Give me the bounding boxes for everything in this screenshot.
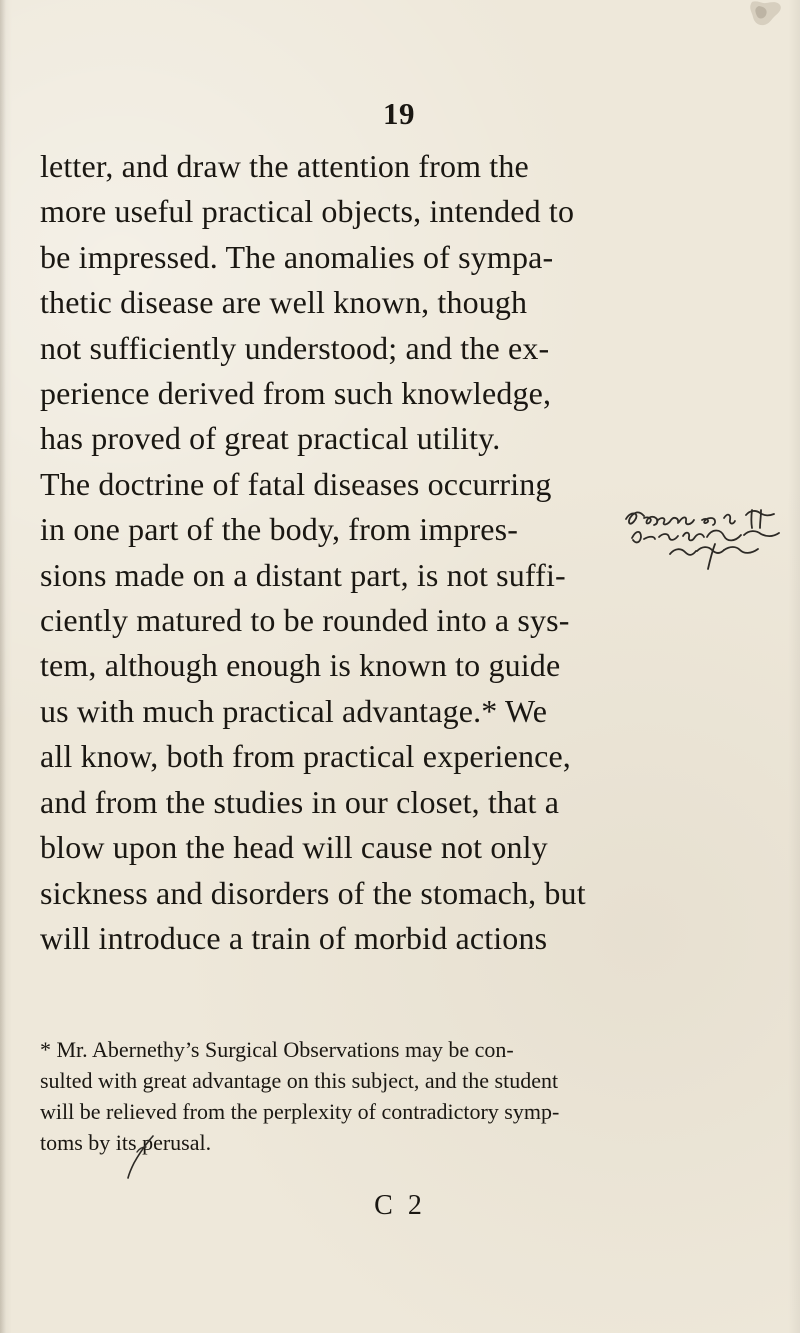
body-line: The doctrine of fatal diseases occurring	[40, 465, 552, 502]
body-line: in one part of the body, from impres-	[40, 511, 519, 548]
body-line: sickness and disorders of the stomach, but	[40, 874, 586, 911]
body-line: blow upon the head will cause not only	[40, 829, 548, 866]
handwritten-marginal-note-icon	[620, 508, 795, 574]
body-line: more useful practical objects, intended to	[40, 193, 575, 230]
body-line: letter, and draw the attention from the	[40, 148, 529, 184]
body-line: all know, both from practical experience,	[40, 738, 571, 775]
page-number: 19	[383, 96, 415, 131]
footnote-line: sulted with great advantage on this subject, and the student	[40, 1068, 559, 1093]
body-line: be impressed. The anomalies of sympa-	[40, 238, 554, 275]
body-line: will introduce a train of morbid actions	[40, 919, 548, 956]
footnote-line: toms by its perusal.	[40, 1130, 212, 1155]
body-line: sions made on a distant part, is not suffi-	[40, 556, 566, 593]
body-line: tem, although enough is known to guide	[40, 647, 561, 684]
footnote-line: * Mr. Abernethy’s Surgical Observations may be con-	[40, 1037, 514, 1062]
handwritten-slash-mark-icon	[122, 1132, 158, 1180]
footnote-line: will be relieved from the perplexity of contradictory symp-	[40, 1099, 560, 1124]
body-line: ciently matured to be rounded into a sys-	[40, 602, 570, 639]
top-corner-stain	[744, 0, 786, 28]
body-line: has proved of great practical utility.	[40, 420, 501, 457]
page-edge-shadow	[0, 0, 6, 1333]
body-line: thetic disease are well known, though	[40, 284, 528, 321]
signature-mark: C 2	[374, 1190, 426, 1221]
body-line: perience derived from such knowledge,	[40, 375, 552, 412]
body-line: not sufficiently understood; and the ex-	[40, 329, 550, 366]
body-line: us with much practical advantage.* We	[40, 692, 548, 729]
body-line: and from the studies in our closet, that a	[40, 783, 560, 820]
